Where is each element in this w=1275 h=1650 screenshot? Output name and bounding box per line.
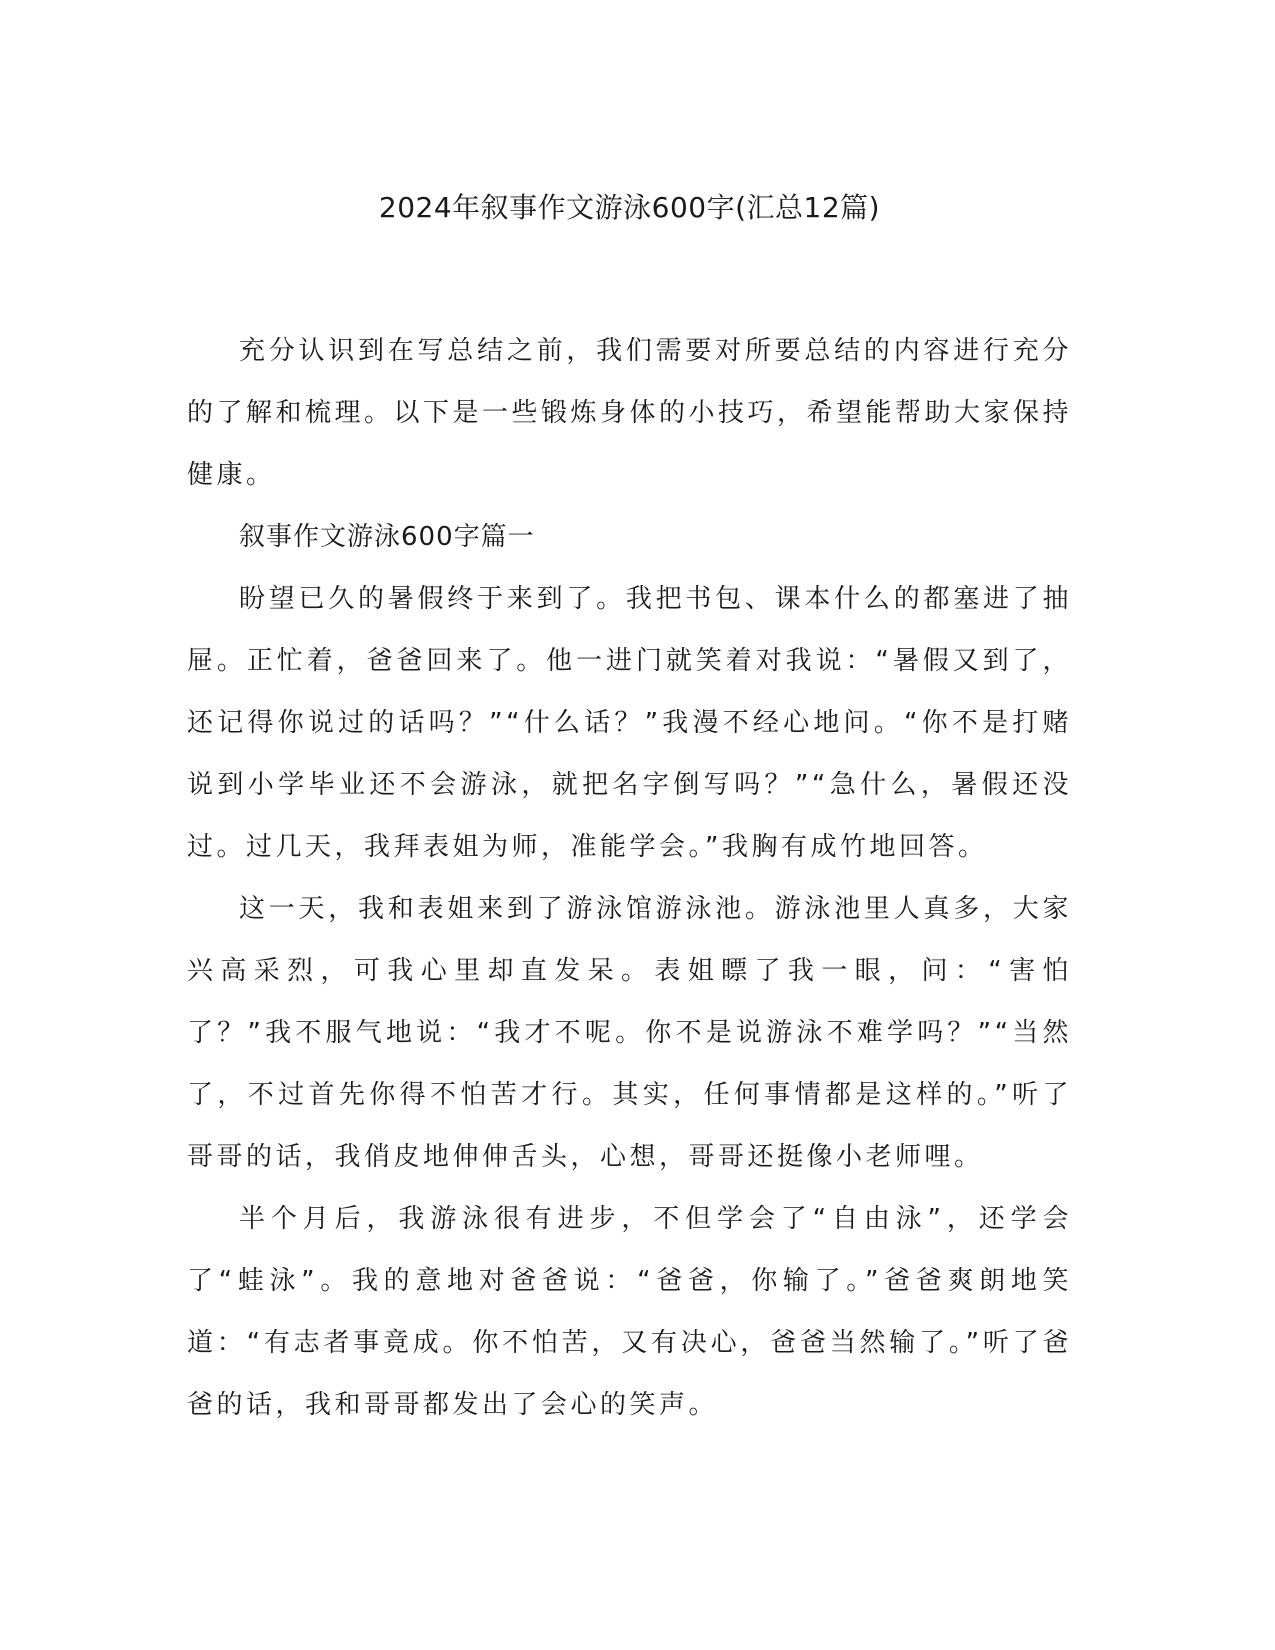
body-paragraph-2: 这一天，我和表姐来到了游泳馆游泳池。游泳池里人真多，大家兴高采烈，可我心里却直发呆。表姐瞟了我一眼，问：“害怕了？”我不服气地说：“我才不呢。你不是说游泳不难学吗？”“当然了，不过首先你得不怕苦才行。其实，任何事情都是这样的。”听了哥哥的话，我俏皮地伸伸舌头，心想，哥哥还挺像小老师哩。	[187, 894, 1072, 1172]
document-body	[187, 320, 1072, 1436]
intro-paragraph: 充分认识到在写总结之前，我们需要对所要总结的内容进行充分的了解和梳理。以下是一些锻炼身体的小技巧，希望能帮助大家保持健康。	[187, 336, 1073, 490]
body-paragraph-1: 盼望已久的暑假终于来到了。我把书包、课本什么的都塞进了抽屉。正忙着，爸爸回来了。他一进门就笑着对我说：“暑假又到了，还记得你说过的话吗？”“什么话？”我漫不经心地问。“你不是打赌说到小学毕业还不会游泳，就把名字倒写吗？”“急什么，暑假还没过。过几天，我拜表姐为师，准能学会。”我胸有成竹地回答。	[187, 584, 1072, 862]
body-paragraph-3: 半个月后，我游泳很有进步，不但学会了“自由泳”，还学会了“蛙泳”。我的意地对爸爸说：“爸爸，你输了。”爸爸爽朗地笑道：“有志者事竟成。你不怕苦，又有决心，爸爸当然输了。”听了爸爸的话，我和哥哥都发出了会心的笑声。	[187, 1204, 1072, 1420]
section-heading: 叙事作文游泳600字篇一	[239, 522, 535, 552]
document-title: 2024年叙事作文游泳600字(汇总12篇)	[378, 191, 881, 224]
